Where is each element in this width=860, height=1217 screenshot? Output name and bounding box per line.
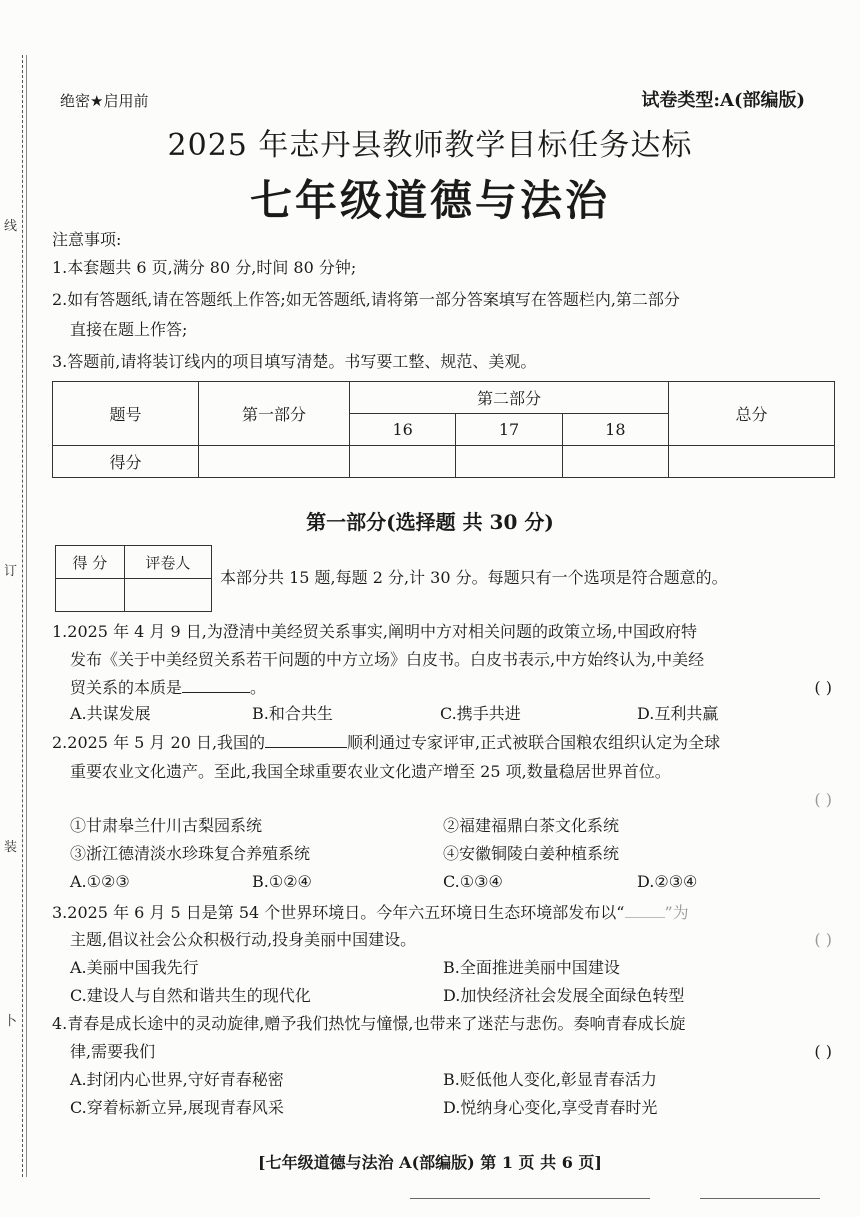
score-cell[interactable] <box>669 446 835 478</box>
score-table-part1: 第一部分 <box>199 382 350 446</box>
binding-char: 订 <box>4 564 18 579</box>
answer-paren[interactable]: ( ) <box>814 930 832 949</box>
score-table-part2: 第二部分 <box>350 382 669 414</box>
score-cell[interactable] <box>456 446 562 478</box>
binding-char: 卜 <box>4 1014 18 1029</box>
divider <box>700 1198 820 1199</box>
option-a[interactable]: A.美丽中国我先行 <box>70 958 199 977</box>
score-table-q16: 16 <box>350 414 456 446</box>
answer-blank[interactable] <box>182 678 250 693</box>
exam-type: 试卷类型:A(部编版) <box>641 90 805 111</box>
answer-blank[interactable] <box>265 733 347 748</box>
option-c[interactable]: C.①③④ <box>443 872 503 891</box>
grader-score-cell[interactable] <box>56 579 125 612</box>
question-text: 4.青春是成长途中的灵动旋律,赠予我们热忱与憧憬,也带来了迷茫与悲伤。奏响青春成长旋 <box>52 1014 686 1033</box>
option-a[interactable]: A.①②③ <box>70 872 130 891</box>
statement-4: ④安徽铜陵白姜种植系统 <box>443 844 620 863</box>
score-table-q18: 18 <box>562 414 668 446</box>
option-c[interactable]: C.建设人与自然和谐共生的现代化 <box>70 986 311 1005</box>
binding-char: 装 <box>4 840 18 855</box>
option-b[interactable]: B.和合共生 <box>252 704 333 723</box>
option-b[interactable]: B.全面推进美丽中国建设 <box>443 958 620 977</box>
score-cell[interactable] <box>350 446 456 478</box>
option-d[interactable]: D.互利共赢 <box>637 704 719 723</box>
option-b[interactable]: B.①②④ <box>252 872 312 891</box>
score-table <box>52 381 835 478</box>
section-title: 第一部分(选择题 共 30 分) <box>306 510 554 534</box>
page-footer: [七年级道德与法治 A(部编版) 第 1 页 共 6 页] <box>258 1153 602 1172</box>
option-a[interactable]: A.共谋发展 <box>70 704 151 723</box>
binding-char: 线 <box>4 219 18 234</box>
question-text-part: 3.2025 年 6 月 5 日是第 54 个世界环境日。今年六五环境日生态环境部发布以“ <box>52 903 625 922</box>
option-d[interactable]: D.加快经济社会发展全面绿色转型 <box>443 986 685 1005</box>
question-text <box>70 678 266 698</box>
question-text: 律,需要我们 <box>70 1042 156 1061</box>
answer-paren[interactable]: ( ) <box>814 678 832 697</box>
notice-item: 直接在题上作答; <box>70 320 188 339</box>
answer-paren[interactable]: ( ) <box>814 1042 832 1061</box>
option-c[interactable]: C.穿着标新立异,展现青春风采 <box>70 1098 284 1117</box>
answer-blank[interactable] <box>625 903 665 918</box>
grader-person-cell[interactable] <box>124 579 211 612</box>
score-table-total: 总分 <box>669 382 835 446</box>
exam-title: 2025 年志丹县教师教学目标任务达标 <box>167 128 693 163</box>
subject-title: 七年级道德与法治 <box>249 176 610 225</box>
score-cell[interactable] <box>199 446 350 478</box>
option-d[interactable]: D.悦纳身心变化,享受青春时光 <box>443 1098 658 1117</box>
question-text-part: 2.2025 年 5 月 20 日,我国的 <box>52 733 266 752</box>
option-d[interactable]: D.②③④ <box>637 872 698 891</box>
option-a[interactable]: A.封闭内心世界,守好青春秘密 <box>70 1070 284 1089</box>
question-text: 1.2025 年 4 月 9 日,为澄清中美经贸关系事实,阐明中方对相关问题的政策立场,中国政府特 <box>52 622 698 641</box>
notice-item: 2.如有答题纸,请在答题纸上作答;如无答题纸,请将第一部分答案填写在答题栏内,第二部分 <box>52 290 680 309</box>
notice-item: 3.答题前,请将装订线内的项目填写清楚。书写要工整、规范、美观。 <box>52 352 537 371</box>
statement-3: ③浙江德清淡水珍珠复合养殖系统 <box>70 844 311 863</box>
score-table-q17: 17 <box>456 414 562 446</box>
score-cell[interactable] <box>562 446 668 478</box>
question-text-part: 贸关系的本质是 <box>70 678 183 697</box>
question-text <box>52 903 832 923</box>
option-b[interactable]: B.贬低他人变化,彰显青春活力 <box>443 1070 657 1089</box>
score-table-row-score: 得分 <box>53 446 199 478</box>
grader-table <box>55 545 212 612</box>
question-text-part: ”为 <box>664 903 689 922</box>
grader-score-label: 得 分 <box>56 546 125 579</box>
answer-paren[interactable]: ( ) <box>814 790 832 809</box>
question-text <box>52 733 720 753</box>
divider <box>410 1198 650 1199</box>
question-text: 重要农业文化遗产。至此,我国全球重要农业文化遗产增至 25 项,数量稳居世界首位。 <box>70 762 671 781</box>
option-c[interactable]: C.携手共进 <box>440 704 521 723</box>
statement-1: ①甘肃皋兰什川古梨园系统 <box>70 816 263 835</box>
grader-person-label: 评卷人 <box>124 546 211 579</box>
section-instruction: 本部分共 15 题,每题 2 分,计 30 分。每题只有一个选项是符合题意的。 <box>220 568 728 587</box>
question-text: 主题,倡议社会公众积极行动,投身美丽中国建设。 <box>70 930 417 949</box>
question-text-part: 。 <box>250 678 267 697</box>
notice-item: 1.本套题共 6 页,满分 80 分,时间 80 分钟; <box>52 258 357 277</box>
question-text-part: 顺利通过专家评审,正式被联合国粮农组织认定为全球 <box>347 733 721 752</box>
notice-heading: 注意事项: <box>52 230 122 249</box>
confidential-label: 绝密★启用前 <box>60 92 149 110</box>
question-text: 发布《关于中美经贸关系若干问题的中方立场》白皮书。白皮书表示,中方始终认为,中美经 <box>70 650 705 669</box>
score-table-col-title: 题号 <box>53 382 199 446</box>
statement-2: ②福建福鼎白茶文化系统 <box>443 816 620 835</box>
